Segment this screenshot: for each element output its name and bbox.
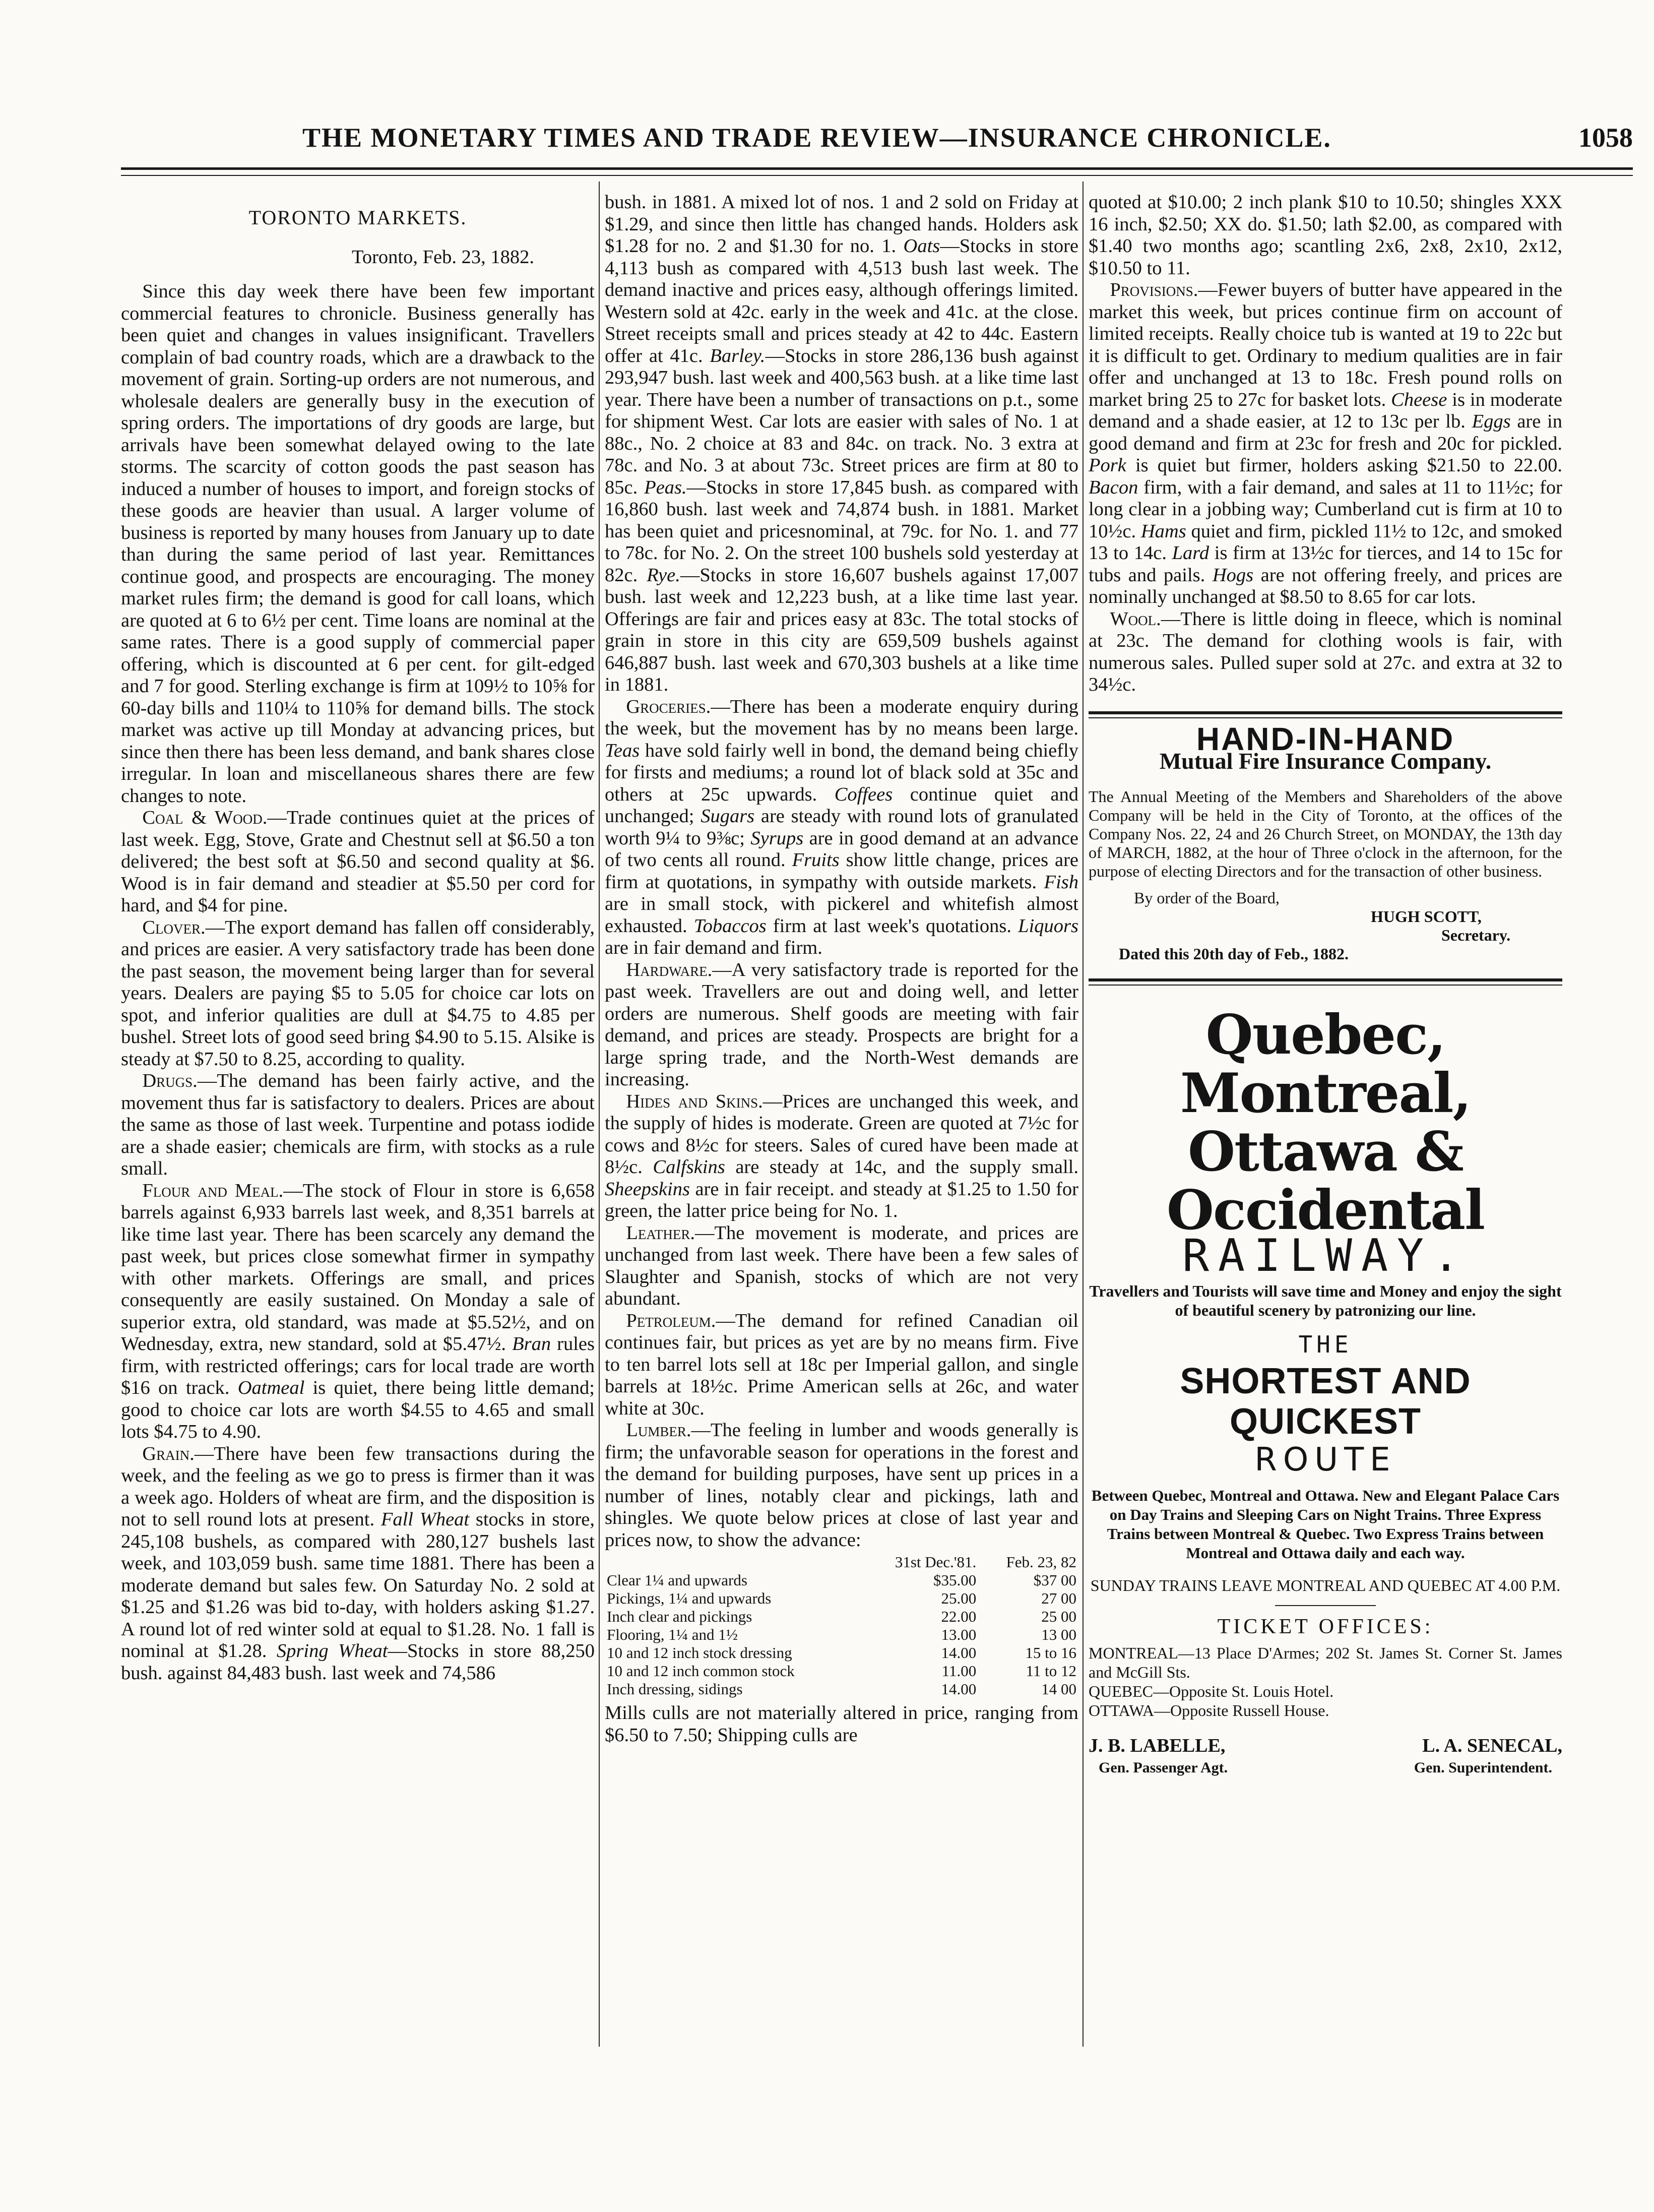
section-title: TORONTO MARKETS. — [248, 206, 467, 229]
hams-term: Hams — [1140, 520, 1186, 542]
clover-heading: Clover. — [142, 916, 206, 938]
railway-name: Quebec, Montreal, Ottawa & Occidental — [1166, 1003, 1485, 1242]
coffees-term: Coffees — [834, 783, 893, 805]
leather-heading: Leather. — [626, 1222, 695, 1244]
hardware-text: —A very satisfactory trade is reported for the past week. Travellers are out and doing well, and letter orders are numerous. Shelf goods are meeting with fair demand, and prices are steady. Prospects are bright for a large spring trade, and the North-West demands are increasing. — [605, 959, 1078, 1090]
syrups-term: Syrups — [750, 827, 804, 849]
table-cell: 25 00 — [1041, 1608, 1076, 1625]
table-cell: 27 00 — [1041, 1589, 1076, 1607]
table-cell: 15 to 16 — [1025, 1644, 1076, 1662]
sunday-trains: SUNDAY TRAINS LEAVE MONTREAL AND QUEBEC AT 4.00 P.M. — [1090, 1576, 1561, 1594]
hides-text: are steady at 14c, and the supply small. — [725, 1156, 1078, 1178]
office-quebec: QUEBEC—Opposite St. Louis Hotel. — [1089, 1682, 1334, 1700]
grain-text: bush. in 1881. A mixed lot of nos. 1 and 2 sold on Friday at $1.29, and since then little has changed hands. Holders ask $1.28 for no. 2 and $1.30 for no. 1. — [605, 192, 1078, 257]
ad-divider — [1089, 711, 1562, 714]
fruits-term: Fruits — [792, 849, 840, 871]
column-divider — [599, 181, 600, 2047]
grain-paragraph — [121, 1443, 595, 1685]
flour-heading: Flour and Meal. — [142, 1180, 284, 1201]
oatmeal-term: Oatmeal — [237, 1377, 305, 1398]
hand-in-hand-ad — [1089, 720, 1562, 963]
teas-term: Teas — [605, 740, 640, 761]
hides-text: —Prices are unchanged this week, and the supply of hides is moderate. Green are quoted at 7½c for cows and 8½c for steers. Sales of cured have been made at 8½c. — [605, 1090, 1078, 1178]
groceries-text: are in good demand at an advance of two cents all round. — [605, 827, 1078, 871]
provisions-text: is quiet but firmer, holders asking $21.50 to 22.00. — [1126, 455, 1562, 476]
flour-paragraph — [121, 1180, 595, 1443]
lard-term: Lard — [1172, 542, 1210, 564]
route-label: ROUTE — [1254, 1441, 1396, 1479]
header-rule — [121, 167, 1633, 170]
table-cell: $35.00 — [933, 1571, 977, 1589]
table-cell: 13.00 — [941, 1626, 977, 1643]
table-cell: 14.00 — [941, 1680, 977, 1698]
fish-term: Fish — [1044, 871, 1078, 893]
table-row — [605, 1626, 1078, 1644]
hides-text: are in fair receipt. and steady at $1.25 to 1.50 for green, the latter price being for No. 1. — [605, 1178, 1078, 1221]
lumber-after-table: Mills culls are not materially altered in price, ranging from $6.50 to 7.50; Shipping culls are — [605, 1702, 1078, 1746]
coal-heading: Coal & Wood. — [142, 807, 268, 828]
agent2-title: Gen. Superintendent. — [1414, 1759, 1552, 1776]
provisions-heading: Provisions. — [1110, 279, 1198, 300]
ad-title: HAND-IN-HAND — [1196, 720, 1455, 757]
ad-body: The Annual Meeting of the Members and Shareholders of the above Company will be held in the City of Toronto, at the offices of the Company Nos. 22, 24 and 26 Church Street, on MONDAY, the 13th day of MARCH, 1882, at the hour of Three o'clock in the afternoon, for the purpose of electing Directors and for the transaction of other business. — [1089, 787, 1562, 880]
ad-divider — [1089, 978, 1562, 981]
intro-paragraph: Since this day week there have been few important commercial features to chronicle. Business generally has been quiet and changes in values insignificant. Travellers complain of bad country roads, which are a drawback to the movement of grain. Sorting-up orders are not numerous, and wholesale dealers are generally busy in the execution of spring orders. The importations of dry goods are large, but arrivals have been somewhat delayed owing to the late storms. The scarcity of cotton goods the past season has induced a number of houses to import, and foreign stocks of these goods are heavier than usual. A larger volume of business is reported by many houses from January up to date than during the same period of last year. Remittances continue good, and prospects are encouraging. The money market rules firm; the demand is good for call loans, which are quoted at 6 to 6½ per cent. Time loans are nominal at the same rates. There is a good supply of commercial paper offering, which is discounted at 6 per cent. for gilt-edged and 7 for good. Sterling exchange is firm at 109½ to 10⅝ for 60-day bills and 110¼ to 110⅝ for demand bills. The stock market was active up till Monday at advancing prices, but since then there has been less demand, and bank shares close irregular. In loan and miscellaneous shares there are few changes to note. — [121, 281, 595, 807]
signer-name: HUGH SCOTT, — [1371, 907, 1482, 926]
groceries-text: are in small stock, with pickerel and whitefish almost exhausted. — [605, 893, 1078, 937]
barley-term: Barley. — [710, 345, 766, 366]
hogs-term: Hogs — [1212, 564, 1254, 586]
pork-term: Pork — [1089, 455, 1126, 476]
spring-wheat-term: Spring Wheat — [276, 1640, 388, 1662]
table-row — [605, 1644, 1078, 1662]
rye-term: Rye. — [647, 564, 680, 586]
provisions-text: is in moderate demand and a shade easier, at 12 to 13c per lb. — [1089, 389, 1562, 432]
hides-heading: Hides and Skins. — [626, 1090, 763, 1112]
eggs-term: Eggs — [1472, 411, 1511, 432]
by-order: By order of the Board, — [1134, 888, 1280, 907]
column-2 — [605, 192, 1078, 1746]
lumber-heading: Lumber. — [626, 1420, 691, 1441]
railway-ad — [1089, 1003, 1562, 1779]
page-number: 1058 — [1578, 122, 1633, 153]
table-cell: Clear 1¼ and upwards — [607, 1571, 747, 1589]
bacon-term: Bacon — [1089, 476, 1138, 498]
calfskins-term: Calfskins — [653, 1156, 725, 1178]
lumber-continued: quoted at $10.00; 2 inch plank $10 to 10.50; shingles XXX 16 inch, $2.50; XX do. $1.50; lath $2.00, as compared with $1.40 two months ago; scantling 2x6, 2x8, 2x10, 2x12, $10.50 to 11. — [1089, 192, 1562, 279]
drugs-paragraph — [121, 1070, 595, 1180]
table-row — [605, 1608, 1078, 1626]
groceries-text: are steady with round lots of granulated worth 9¼ to 9⅜c; — [605, 806, 1078, 849]
table-header-row — [605, 1553, 1078, 1571]
groceries-text: show little change, prices are firm at quotations, in sympathy with outside markets. — [605, 849, 1079, 893]
shortest-quickest: SHORTEST AND QUICKEST — [1180, 1361, 1471, 1442]
petroleum-text: —The demand for refined Canadian oil continues fair, but prices as yet are by no means firm. Five to ten barrel lots sell at 18c per Imperial gallon, and single barrels at 18½c. Prime American sells at 26c, and water white at 30c. — [605, 1310, 1078, 1419]
table-cell: 14 00 — [1041, 1680, 1076, 1698]
table-row — [605, 1571, 1078, 1589]
coal-text: —Trade continues quiet at the prices of last week. Egg, Stove, Grate and Chestnut sell at $6.50 a ton delivered; the best soft at $6.50 and second quality at $6. Wood is in fair demand and steadier at $5.50 per cord for hard, and $4 for pine. — [121, 807, 595, 916]
hides-paragraph — [605, 1091, 1078, 1222]
page-header — [302, 122, 1633, 157]
grain-heading: Grain. — [142, 1443, 195, 1464]
table-cell: Flooring, 1¼ and 1½ — [607, 1626, 738, 1643]
agent1-title: Gen. Passenger Agt. — [1099, 1759, 1228, 1776]
column-divider — [1083, 181, 1084, 2047]
table-header-cell: 31st Dec.'81. — [895, 1553, 977, 1571]
peas-term: Peas. — [644, 476, 687, 498]
dateline: Toronto, Feb. 23, 1882. — [352, 246, 534, 268]
grain-text: —Stocks in store 17,845 bush. as compared with 16,860 bush. last week and 74,874 bush. in 1881. Market has been quiet and pricesnominal, at 79c. for No. 1. and 77 to 78c. for No. 2. On the street 100 bushels sold yesterday at 82c. — [605, 476, 1079, 586]
clover-text: —The export demand has fallen off considerably, and prices are easier. A very satisfactory trade has been done the past season, the movement being larger than for several years. Dealers are paying $5 to 5.05 for choice car lots on spot, and inferior qualities are dull at $4.75 to 4.85 per bushel. Street lots of good seed bring $4.90 to 5.15. Alsike is steady at $7.50 to 8.25, according to quality. — [121, 916, 595, 1070]
provisions-text: is firm at 13½c for tierces, and 14 to 15c for tubs and pails. — [1089, 542, 1562, 586]
office-ottawa: OTTAWA—Opposite Russell House. — [1089, 1701, 1329, 1719]
table-cell: 11 to 12 — [1026, 1662, 1076, 1680]
provisions-text: are not offering freely, and prices are nominally unchanged at $8.50 to 8.65 for car lots. — [1089, 564, 1562, 607]
groceries-text: firm at last week's quotations. — [766, 915, 1019, 937]
hardware-heading: Hardware. — [626, 959, 713, 980]
the-label: THE — [1298, 1331, 1353, 1358]
table-cell: Inch dressing, sidings — [607, 1680, 743, 1698]
dated-line: Dated this 20th day of Feb., 1882. — [1119, 944, 1349, 963]
table-cell: Inch clear and pickings — [607, 1608, 752, 1625]
grain-text: —Stocks in store 4,113 bush as compared with 4,513 bush last week. The demand inactive and prices easy, although offerings limited. Western sold at 42c. early in the week and 41c. at the close. Street receipts small and prices steady at 42 to 44c. Eastern offer at 41c. — [605, 235, 1078, 366]
table-cell: 10 and 12 inch stock dressing — [607, 1644, 792, 1662]
railway-word: RAILWAY. — [1182, 1229, 1469, 1281]
table-row — [605, 1589, 1078, 1608]
table-row — [605, 1662, 1078, 1680]
train-info: Between Quebec, Montreal and Ottawa. New and Elegant Palace Cars on Day Trains and Sleeping Cars on Night Trains. Three Express Trains between Montreal & Quebec. Two Express Trains between Montreal and Ottawa daily and each way. — [1091, 1487, 1560, 1562]
table-header-cell: Feb. 23, 82 — [1006, 1553, 1076, 1571]
ticket-offices-title: TICKET OFFICES: — [1217, 1615, 1434, 1638]
agent-names — [1089, 1735, 1562, 1757]
agent-titles — [1089, 1757, 1562, 1779]
drugs-heading: Drugs. — [142, 1070, 198, 1091]
grain-text: —Stocks in store 16,607 bushels against 17,007 bush. last week and 12,223 bush, at a like time last year. Offerings are fair and prices easy at 83c. The total stocks of grain in store in this city are 659,509 bushels against 646,887 bush. last week and 670,303 bushels at a like time in 1881. — [605, 564, 1078, 695]
groceries-text: are in fair demand and firm. — [605, 937, 822, 958]
drugs-text: —The demand has been fairly active, and the movement thus far is satisfactory to dealers. Prices are about the same as those of last week. Turpentine and potass iodide are a shade easier; chemicals are firm, with stocks as a rule small. — [121, 1070, 595, 1179]
wool-text: —There is little doing in fleece, which is nominal at 23c. The demand for clothing wools is fair, with numerous sales. Pulled super sold at 27c. and extra at 32 to 34½c. — [1089, 608, 1562, 695]
flour-text: is quiet, there being little demand; good to choice car lots are worth $4.55 to 4.65 and small lots $4.75 to 4.90. — [121, 1377, 595, 1442]
leather-paragraph — [605, 1222, 1078, 1310]
clover-paragraph — [121, 917, 595, 1071]
table-cell: $37 00 — [1033, 1571, 1076, 1589]
provisions-paragraph — [1089, 279, 1562, 608]
ad-divider-thin — [1089, 717, 1562, 718]
fall-wheat-term: Fall Wheat — [380, 1509, 470, 1530]
grain-text: stocks in store, 245,108 bushels, as compared with 280,127 bushels last week, and 103,059 bush. same time 1881. There has been a moderate demand but sales few. On Saturday No. 2 sold at $1.25 and $1.26 was bid to-day, with holders asking $1.27. A round lot of red winter sold at equal to $1.28. No. 1 fall is nominal at $1.28. — [121, 1509, 595, 1662]
flour-text: rules firm, with restricted offerings; cars for local trade are worth $16 on track. — [121, 1333, 595, 1398]
lumber-paragraph — [605, 1420, 1078, 1551]
office-montreal: MONTREAL—13 Place D'Armes; 202 St. James St. Corner St. James and McGill Sts. — [1089, 1643, 1562, 1681]
grain-text: —There have been few transactions during the week, and the feeling as we go to press is firmer than it was a week ago. Holders of wheat are firm, and the disposition is not to sell round lots at present. — [121, 1443, 595, 1530]
newspaper-title: THE MONETARY TIMES AND TRADE REVIEW—INSURANCE CHRONICLE. — [302, 122, 1331, 153]
groceries-text: —There has been a moderate enquiry during the week, but the movement has by no means been large. — [605, 696, 1078, 739]
provisions-text: are in good demand and firm at 23c for fresh and 20c for pickled. — [1089, 411, 1562, 454]
sheepskins-term: Sheepskins — [605, 1178, 690, 1200]
petroleum-heading: Petroleum. — [626, 1310, 716, 1331]
oats-term: Oats — [903, 235, 940, 257]
liquors-term: Liquors — [1018, 915, 1078, 937]
bran-term: Bran — [512, 1333, 551, 1355]
wool-paragraph — [1089, 608, 1562, 696]
groceries-text: continue quiet and unchanged; — [605, 783, 1079, 827]
groceries-paragraph — [605, 696, 1078, 959]
table-cell: 10 and 12 inch common stock — [607, 1662, 795, 1680]
grain-text: —Stocks in store 88,250 bush. against 84,483 bush. last week and 74,586 — [121, 1640, 595, 1684]
hardware-paragraph — [605, 959, 1078, 1091]
agent2-name: L. A. SENECAL, — [1422, 1735, 1562, 1756]
column-3 — [1089, 192, 1562, 1779]
ad-divider-thin — [1089, 985, 1562, 986]
provisions-text: firm, with a fair demand, and sales at 11 to 11½c; for long clear in a jobbing way; Cumberland cut is firm at 10 to 10½c. — [1089, 476, 1562, 542]
table-cell: 22.00 — [941, 1608, 977, 1625]
table-row — [605, 1680, 1078, 1698]
table-cell: 25.00 — [941, 1589, 977, 1607]
table-cell: Pickings, 1¼ and upwards — [607, 1589, 772, 1607]
lumber-price-table — [605, 1553, 1078, 1698]
coal-paragraph — [121, 807, 595, 917]
tobaccos-term: Tobaccos — [693, 915, 767, 937]
wool-heading: Wool. — [1110, 608, 1161, 630]
leather-text: —The movement is moderate, and prices are unchanged from last week. There have been a few sales of Slaughter and Spanish, stocks of which are not very abundant. — [605, 1222, 1078, 1309]
petroleum-paragraph — [605, 1310, 1078, 1420]
header-rule-thin — [121, 175, 1633, 176]
divider — [1275, 1605, 1376, 1606]
table-cell: 11.00 — [941, 1662, 977, 1680]
groceries-heading: Groceries. — [626, 696, 711, 717]
table-cell: 14.00 — [941, 1644, 977, 1662]
railway-tagline: Travellers and Tourists will save time and Money and enjoy the sight of beautiful scenery by patronizing our line. — [1089, 1282, 1562, 1319]
provisions-text: quiet and firm, pickled 11½ to 12c, and smoked 13 to 14c. — [1089, 520, 1562, 564]
grain-continued — [605, 192, 1078, 696]
lumber-text: —The feeling in lumber and woods generally is firm; the unfavorable season for operations in the forest and the demand for building purposes, have sent up prices in a number of lines, notably clear and pickings, lath and shingles. We quote below prices at close of last year and prices now, to show the advance: — [605, 1420, 1078, 1551]
grain-text: —Stocks in store 286,136 bush against 293,947 bush. last week and 400,563 bush. at a like time last year. There have been a number of transactions on p.t., some for shipment West. Car lots are easier with sales of No. 1 at 88c., No. 2 choice at 83 and 84c. on track. No. 3 extra at 78c. and No. 3 at about 73c. Street prices are firm at 80 to 85c. — [605, 345, 1078, 498]
provisions-text: —Fewer buyers of butter have appeared in the market this week, but prices continue firm on account of limited receipts. Really choice tub is wanted at 19 to 22c but it is difficult to get. Ordinary to medium qualities are in fair offer and unchanged at 13 to 18c. Fresh pound rolls on market bring 25 to 27c for basket lots. — [1089, 279, 1562, 410]
signer-title: Secretary. — [1441, 926, 1511, 944]
column-1 — [121, 192, 595, 1684]
sugars-term: Sugars — [701, 806, 755, 827]
cheese-term: Cheese — [1391, 389, 1447, 410]
ad-subtitle: Mutual Fire Insurance Company. — [1159, 748, 1492, 774]
flour-text: —The stock of Flour in store is 6,658 barrels against 6,933 barrels last week, and 8,351 barrels at like time last year. There has been scarcely any demand the past week, but prices close somewhat firmer in sympathy with other markets. Offerings are small, and prices consequently are easily sustained. On Monday a sale of superior extra, old standard, was made at $5.52½, and on Wednesday, extra, new standard, sold at $5.47½. — [121, 1180, 595, 1355]
table-cell: 13 00 — [1041, 1626, 1076, 1643]
agent1-name: J. B. LABELLE, — [1089, 1735, 1226, 1756]
groceries-text: have sold fairly well in bond, the demand being chiefly for firsts and mediums; a round lot of black sold at 35c and others at 25c upwards. — [605, 740, 1078, 805]
